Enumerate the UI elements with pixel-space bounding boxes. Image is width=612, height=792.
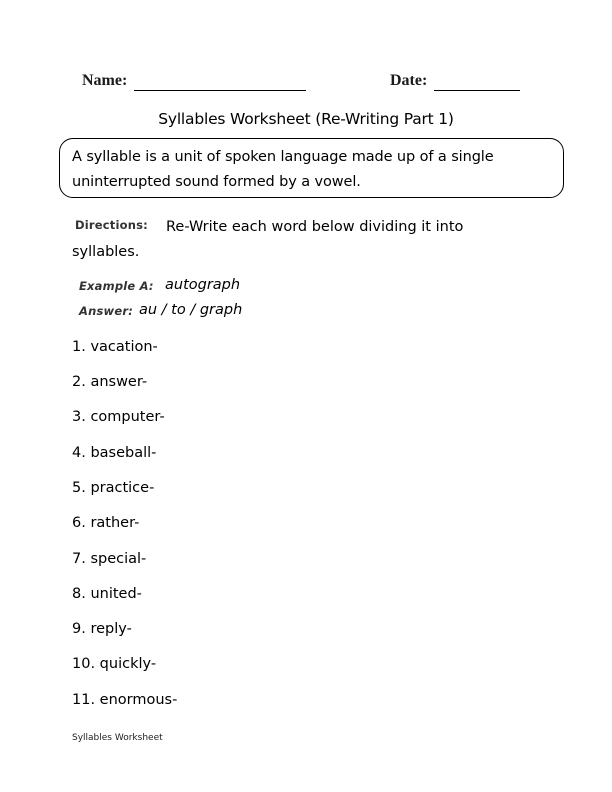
word-item: 5. practice- (72, 480, 155, 496)
directions-text: Re-Write each word below dividing it into syllables. (72, 219, 464, 260)
word-item: 11. enormous- (72, 692, 178, 708)
definition-box (59, 138, 564, 198)
word-item: 9. reply- (72, 621, 132, 637)
word-item: 4. baseball- (72, 445, 157, 461)
word-item: 7. special- (72, 551, 147, 567)
example-word: autograph (165, 277, 241, 293)
word-item: 3. computer- (72, 409, 165, 425)
word-item: 2. answer- (72, 374, 148, 390)
example-label: Example A: (79, 279, 154, 293)
worksheet-title: Syllables Worksheet (Re-Writing Part 1) (158, 110, 454, 128)
word-item: 8. united- (72, 586, 142, 602)
date-label: Date: (390, 72, 428, 89)
footer-text: Syllables Worksheet (72, 733, 163, 743)
date-field-line[interactable] (434, 90, 520, 91)
directions-label: Directions: (75, 218, 148, 232)
word-item: 6. rather- (72, 515, 140, 531)
answer-text: au / to / graph (139, 302, 243, 318)
definition-text: A syllable is a unit of spoken language made up of a single uninterrupted sound formed by a vowel. (72, 149, 494, 190)
name-label: Name: (82, 72, 128, 89)
word-item: 1. vacation- (72, 339, 158, 355)
word-item: 10. quickly- (72, 656, 157, 672)
name-field-line[interactable] (134, 90, 306, 91)
answer-label: Answer: (79, 304, 134, 318)
